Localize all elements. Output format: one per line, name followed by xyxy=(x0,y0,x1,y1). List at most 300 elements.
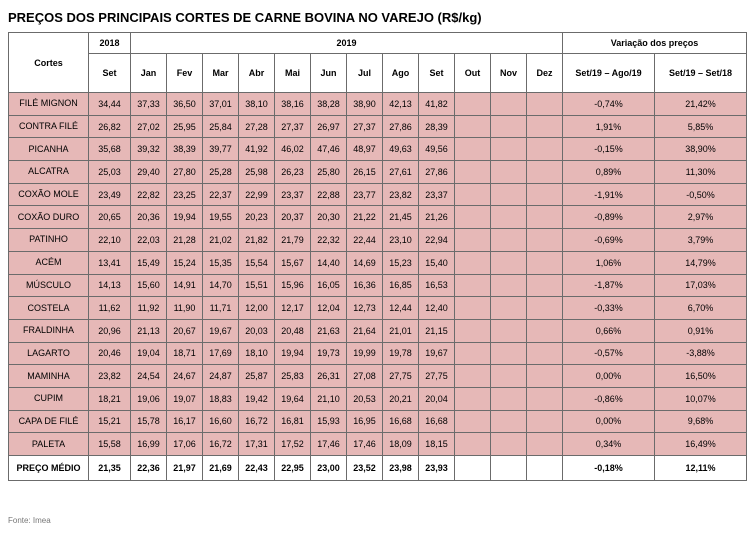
price-cell: 15,40 xyxy=(419,251,455,274)
table-row xyxy=(9,115,747,138)
price-cell xyxy=(527,93,563,116)
price-cell: 27,37 xyxy=(275,115,311,138)
price-cell: 20,96 xyxy=(89,319,131,342)
price-cell: 25,83 xyxy=(275,365,311,388)
price-cell: 17,06 xyxy=(167,433,203,456)
price-cell: 17,69 xyxy=(203,342,239,365)
price-cell xyxy=(491,342,527,365)
variation-cell: 3,79% xyxy=(655,229,747,252)
price-cell: 21,64 xyxy=(347,319,383,342)
price-cell: 11,71 xyxy=(203,297,239,320)
price-cell: 16,68 xyxy=(383,410,419,433)
price-cell: 11,62 xyxy=(89,297,131,320)
price-cell: 25,95 xyxy=(167,115,203,138)
price-cell: 13,41 xyxy=(89,251,131,274)
variation-cell: 0,34% xyxy=(563,433,655,456)
variation-cell: 14,79% xyxy=(655,251,747,274)
price-cell xyxy=(455,93,491,116)
price-cell: 26,15 xyxy=(347,161,383,184)
price-cell: 23,37 xyxy=(419,183,455,206)
price-cell: 27,86 xyxy=(419,161,455,184)
cut-name: COSTELA xyxy=(9,297,89,320)
variation-cell: 17,03% xyxy=(655,274,747,297)
price-cell: 15,21 xyxy=(89,410,131,433)
cut-name: PICANHA xyxy=(9,138,89,161)
variation-cell: -3,88% xyxy=(655,342,747,365)
price-cell: 22,94 xyxy=(419,229,455,252)
price-cell xyxy=(491,251,527,274)
price-cell: 24,54 xyxy=(131,365,167,388)
month-header: Jul xyxy=(347,54,383,93)
variation-cell: -0,69% xyxy=(563,229,655,252)
price-cell: 11,92 xyxy=(131,297,167,320)
year-2019-header: 2019 xyxy=(131,33,563,54)
price-cell: 27,80 xyxy=(167,161,203,184)
cut-name: CONTRA FILÉ xyxy=(9,115,89,138)
price-cell: 35,68 xyxy=(89,138,131,161)
price-cell: 21,45 xyxy=(383,206,419,229)
price-cell: 20,67 xyxy=(167,319,203,342)
variation-cell: 21,42% xyxy=(655,93,747,116)
price-cell: 20,04 xyxy=(419,387,455,410)
cut-name: FILÉ MIGNON xyxy=(9,93,89,116)
price-cell: 15,54 xyxy=(239,251,275,274)
table-row xyxy=(9,365,747,388)
price-cell xyxy=(527,161,563,184)
price-cell: 12,04 xyxy=(311,297,347,320)
price-cell: 19,78 xyxy=(383,342,419,365)
price-cell xyxy=(491,206,527,229)
price-cell: 14,40 xyxy=(311,251,347,274)
price-cell: 19,94 xyxy=(167,206,203,229)
price-cell: 20,21 xyxy=(383,387,419,410)
price-cell: 20,30 xyxy=(311,206,347,229)
price-cell: 24,87 xyxy=(203,365,239,388)
price-cell: 20,53 xyxy=(347,387,383,410)
price-cell: 12,44 xyxy=(383,297,419,320)
price-cell xyxy=(491,387,527,410)
price-cell: 26,82 xyxy=(89,115,131,138)
variation-cell: -1,87% xyxy=(563,274,655,297)
price-cell xyxy=(455,115,491,138)
price-cell: 22,03 xyxy=(131,229,167,252)
price-cell: 39,32 xyxy=(131,138,167,161)
variation-cell: 38,90% xyxy=(655,138,747,161)
price-cell: 20,37 xyxy=(275,206,311,229)
price-cell: 38,10 xyxy=(239,93,275,116)
cut-name: FRALDINHA xyxy=(9,319,89,342)
price-table xyxy=(8,32,747,481)
price-cell: 16,85 xyxy=(383,274,419,297)
price-cell: 17,31 xyxy=(239,433,275,456)
cut-name: COXÃO MOLE xyxy=(9,183,89,206)
table-row xyxy=(9,274,747,297)
variation-cell: 16,49% xyxy=(655,433,747,456)
price-cell: 15,35 xyxy=(203,251,239,274)
table-row xyxy=(9,251,747,274)
price-cell xyxy=(455,251,491,274)
month-header: Jun xyxy=(311,54,347,93)
table-body xyxy=(9,93,747,481)
price-cell xyxy=(455,274,491,297)
price-cell: 14,13 xyxy=(89,274,131,297)
table-title: PREÇOS DOS PRINCIPAIS CORTES DE CARNE BOVINA NO VAREJO (R$/kg) xyxy=(8,10,482,25)
price-cell xyxy=(455,206,491,229)
price-cell: 19,94 xyxy=(275,342,311,365)
price-cell xyxy=(491,297,527,320)
table-row xyxy=(9,206,747,229)
price-cell xyxy=(455,365,491,388)
price-cell xyxy=(491,138,527,161)
price-cell: 41,82 xyxy=(419,93,455,116)
price-cell: 22,37 xyxy=(203,183,239,206)
price-cell xyxy=(491,410,527,433)
price-cell: 16,68 xyxy=(419,410,455,433)
price-cell: 22,32 xyxy=(311,229,347,252)
price-cell: 27,02 xyxy=(131,115,167,138)
month-header: Set xyxy=(89,54,131,93)
cut-name: PREÇO MÉDIO xyxy=(9,456,89,481)
price-cell: 21,01 xyxy=(383,319,419,342)
price-cell: 17,52 xyxy=(275,433,311,456)
cut-name: LAGARTO xyxy=(9,342,89,365)
price-cell: 27,86 xyxy=(383,115,419,138)
price-cell: 22,43 xyxy=(239,456,275,481)
table-row xyxy=(9,229,747,252)
average-row xyxy=(9,456,747,481)
price-cell: 25,84 xyxy=(203,115,239,138)
price-cell: 15,49 xyxy=(131,251,167,274)
year-2018-header: 2018 xyxy=(89,33,131,54)
month-header: Set xyxy=(419,54,455,93)
variation-cell: 16,50% xyxy=(655,365,747,388)
price-cell: 19,04 xyxy=(131,342,167,365)
price-cell: 15,24 xyxy=(167,251,203,274)
price-cell xyxy=(491,365,527,388)
table-row xyxy=(9,183,747,206)
cut-name: CAPA DE FILÉ xyxy=(9,410,89,433)
price-cell: 38,39 xyxy=(167,138,203,161)
price-cell: 18,83 xyxy=(203,387,239,410)
price-cell: 21,15 xyxy=(419,319,455,342)
price-cell: 27,37 xyxy=(347,115,383,138)
price-cell xyxy=(527,206,563,229)
price-cell: 21,22 xyxy=(347,206,383,229)
price-cell: 16,95 xyxy=(347,410,383,433)
price-cell xyxy=(491,319,527,342)
price-cell: 15,60 xyxy=(131,274,167,297)
month-header: Fev xyxy=(167,54,203,93)
price-cell: 22,44 xyxy=(347,229,383,252)
price-cell: 20,48 xyxy=(275,319,311,342)
price-cell: 22,88 xyxy=(311,183,347,206)
price-cell xyxy=(527,229,563,252)
price-cell xyxy=(491,115,527,138)
price-cell: 23,52 xyxy=(347,456,383,481)
price-cell: 27,75 xyxy=(383,365,419,388)
price-cell xyxy=(455,433,491,456)
price-cell: 34,44 xyxy=(89,93,131,116)
price-cell: 16,53 xyxy=(419,274,455,297)
price-cell: 24,67 xyxy=(167,365,203,388)
price-cell: 20,03 xyxy=(239,319,275,342)
variation-cell: -0,86% xyxy=(563,387,655,410)
price-cell: 29,40 xyxy=(131,161,167,184)
price-cell: 37,01 xyxy=(203,93,239,116)
price-cell: 23,77 xyxy=(347,183,383,206)
price-cell: 15,67 xyxy=(275,251,311,274)
price-cell: 48,97 xyxy=(347,138,383,161)
price-cell: 21,79 xyxy=(275,229,311,252)
price-cell: 22,82 xyxy=(131,183,167,206)
price-cell: 41,92 xyxy=(239,138,275,161)
price-cell: 49,56 xyxy=(419,138,455,161)
price-cell: 18,21 xyxy=(89,387,131,410)
variation-cell: 12,11% xyxy=(655,456,747,481)
price-cell: 15,51 xyxy=(239,274,275,297)
price-cell: 23,93 xyxy=(419,456,455,481)
price-cell: 42,13 xyxy=(383,93,419,116)
price-cell: 23,49 xyxy=(89,183,131,206)
price-cell: 19,06 xyxy=(131,387,167,410)
price-cell: 16,36 xyxy=(347,274,383,297)
variation-cell: 5,85% xyxy=(655,115,747,138)
price-cell: 21,28 xyxy=(167,229,203,252)
price-cell: 38,16 xyxy=(275,93,311,116)
price-cell: 19,67 xyxy=(203,319,239,342)
price-cell xyxy=(527,183,563,206)
price-cell xyxy=(527,410,563,433)
price-cell: 14,91 xyxy=(167,274,203,297)
variation-cell: -0,18% xyxy=(563,456,655,481)
price-cell: 21,69 xyxy=(203,456,239,481)
variation-cell: -0,57% xyxy=(563,342,655,365)
price-cell: 20,65 xyxy=(89,206,131,229)
price-cell: 16,99 xyxy=(131,433,167,456)
variation-cell: -0,50% xyxy=(655,183,747,206)
variation-header: Set/19 – Ago/19 xyxy=(563,54,655,93)
price-cell xyxy=(527,138,563,161)
price-cell: 19,07 xyxy=(167,387,203,410)
price-cell: 22,36 xyxy=(131,456,167,481)
price-cell: 27,75 xyxy=(419,365,455,388)
price-cell xyxy=(527,115,563,138)
price-cell: 19,99 xyxy=(347,342,383,365)
price-cell xyxy=(527,274,563,297)
price-cell: 17,46 xyxy=(347,433,383,456)
price-cell: 39,77 xyxy=(203,138,239,161)
price-cell: 21,97 xyxy=(167,456,203,481)
price-cell xyxy=(455,342,491,365)
price-cell xyxy=(527,387,563,410)
price-cell: 26,31 xyxy=(311,365,347,388)
table-row xyxy=(9,410,747,433)
price-cell: 21,13 xyxy=(131,319,167,342)
price-cell: 11,90 xyxy=(167,297,203,320)
price-cell: 16,60 xyxy=(203,410,239,433)
price-cell: 36,50 xyxy=(167,93,203,116)
price-cell xyxy=(455,183,491,206)
price-cell: 28,39 xyxy=(419,115,455,138)
price-cell: 12,40 xyxy=(419,297,455,320)
price-cell: 37,33 xyxy=(131,93,167,116)
variation-cell: -0,15% xyxy=(563,138,655,161)
price-cell xyxy=(527,365,563,388)
price-cell: 21,35 xyxy=(89,456,131,481)
price-cell: 22,10 xyxy=(89,229,131,252)
price-cell: 17,46 xyxy=(311,433,347,456)
cut-name: MÚSCULO xyxy=(9,274,89,297)
variation-cell: 1,06% xyxy=(563,251,655,274)
price-cell: 27,61 xyxy=(383,161,419,184)
price-cell xyxy=(527,456,563,481)
price-cell: 20,23 xyxy=(239,206,275,229)
price-cell: 19,73 xyxy=(311,342,347,365)
price-cell: 38,28 xyxy=(311,93,347,116)
month-header: Mai xyxy=(275,54,311,93)
table-row xyxy=(9,138,747,161)
price-cell: 49,63 xyxy=(383,138,419,161)
table-row xyxy=(9,93,747,116)
price-cell: 23,98 xyxy=(383,456,419,481)
price-cell: 18,15 xyxy=(419,433,455,456)
price-cell: 21,82 xyxy=(239,229,275,252)
cut-name: MAMINHA xyxy=(9,365,89,388)
cut-name: COXÃO DURO xyxy=(9,206,89,229)
price-cell: 15,96 xyxy=(275,274,311,297)
price-cell: 16,17 xyxy=(167,410,203,433)
month-header: Ago xyxy=(383,54,419,93)
month-header: Abr xyxy=(239,54,275,93)
variation-header: Set/19 – Set/18 xyxy=(655,54,747,93)
variation-cell: -0,33% xyxy=(563,297,655,320)
price-cell: 12,73 xyxy=(347,297,383,320)
month-header: Mar xyxy=(203,54,239,93)
price-cell: 25,28 xyxy=(203,161,239,184)
price-cell xyxy=(527,319,563,342)
price-cell xyxy=(455,161,491,184)
price-cell: 14,70 xyxy=(203,274,239,297)
price-cell: 19,67 xyxy=(419,342,455,365)
price-cell xyxy=(527,251,563,274)
price-cell: 16,72 xyxy=(203,433,239,456)
price-cell: 19,42 xyxy=(239,387,275,410)
price-cell xyxy=(491,183,527,206)
price-cell xyxy=(527,297,563,320)
price-cell: 23,82 xyxy=(383,183,419,206)
table-row xyxy=(9,387,747,410)
month-header: Out xyxy=(455,54,491,93)
price-cell: 20,46 xyxy=(89,342,131,365)
price-cell: 26,97 xyxy=(311,115,347,138)
variation-cell: 0,91% xyxy=(655,319,747,342)
price-cell: 22,95 xyxy=(275,456,311,481)
price-cell: 25,87 xyxy=(239,365,275,388)
variation-cell: 9,68% xyxy=(655,410,747,433)
price-cell: 12,00 xyxy=(239,297,275,320)
price-cell xyxy=(491,229,527,252)
cut-name: PALETA xyxy=(9,433,89,456)
price-cell xyxy=(527,342,563,365)
price-cell xyxy=(455,138,491,161)
price-cell: 18,71 xyxy=(167,342,203,365)
price-cell: 18,09 xyxy=(383,433,419,456)
variation-cell: -0,89% xyxy=(563,206,655,229)
price-cell: 18,10 xyxy=(239,342,275,365)
table-row xyxy=(9,342,747,365)
price-cell: 19,55 xyxy=(203,206,239,229)
variation-cell: 11,30% xyxy=(655,161,747,184)
table-row xyxy=(9,161,747,184)
price-cell xyxy=(455,319,491,342)
price-cell: 21,63 xyxy=(311,319,347,342)
variation-cell: -0,74% xyxy=(563,93,655,116)
price-cell: 38,90 xyxy=(347,93,383,116)
price-cell xyxy=(455,297,491,320)
price-cell xyxy=(527,433,563,456)
variation-cell: 2,97% xyxy=(655,206,747,229)
price-cell: 19,64 xyxy=(275,387,311,410)
price-cell: 21,02 xyxy=(203,229,239,252)
price-cell: 16,72 xyxy=(239,410,275,433)
table-row xyxy=(9,319,747,342)
price-cell: 23,37 xyxy=(275,183,311,206)
month-header: Dez xyxy=(527,54,563,93)
price-cell xyxy=(491,161,527,184)
price-cell: 20,36 xyxy=(131,206,167,229)
price-cell: 21,10 xyxy=(311,387,347,410)
cut-name: CUPIM xyxy=(9,387,89,410)
price-cell: 21,26 xyxy=(419,206,455,229)
variation-cell: 0,00% xyxy=(563,365,655,388)
variation-cell: 1,91% xyxy=(563,115,655,138)
price-cell: 16,81 xyxy=(275,410,311,433)
price-cell: 25,98 xyxy=(239,161,275,184)
price-cell: 15,78 xyxy=(131,410,167,433)
variacao-header: Variação dos preços xyxy=(563,33,747,54)
variation-cell: 0,66% xyxy=(563,319,655,342)
price-cell: 16,05 xyxy=(311,274,347,297)
cut-name: ALCATRA xyxy=(9,161,89,184)
price-cell xyxy=(491,93,527,116)
month-header: Nov xyxy=(491,54,527,93)
month-header: Jan xyxy=(131,54,167,93)
price-cell: 15,93 xyxy=(311,410,347,433)
variation-cell: 0,00% xyxy=(563,410,655,433)
cut-name: PATINHO xyxy=(9,229,89,252)
price-cell: 27,08 xyxy=(347,365,383,388)
price-cell xyxy=(491,274,527,297)
price-cell xyxy=(455,229,491,252)
price-cell: 27,28 xyxy=(239,115,275,138)
price-cell: 14,69 xyxy=(347,251,383,274)
price-cell xyxy=(455,387,491,410)
price-cell: 26,23 xyxy=(275,161,311,184)
cortes-header: Cortes xyxy=(9,33,89,93)
price-cell xyxy=(491,433,527,456)
table-row xyxy=(9,433,747,456)
price-cell: 23,00 xyxy=(311,456,347,481)
price-cell: 15,58 xyxy=(89,433,131,456)
price-cell: 25,03 xyxy=(89,161,131,184)
price-cell: 46,02 xyxy=(275,138,311,161)
price-cell: 12,17 xyxy=(275,297,311,320)
variation-cell: 0,89% xyxy=(563,161,655,184)
price-cell: 23,25 xyxy=(167,183,203,206)
table-row xyxy=(9,297,747,320)
price-cell: 15,23 xyxy=(383,251,419,274)
cut-name: ACÉM xyxy=(9,251,89,274)
